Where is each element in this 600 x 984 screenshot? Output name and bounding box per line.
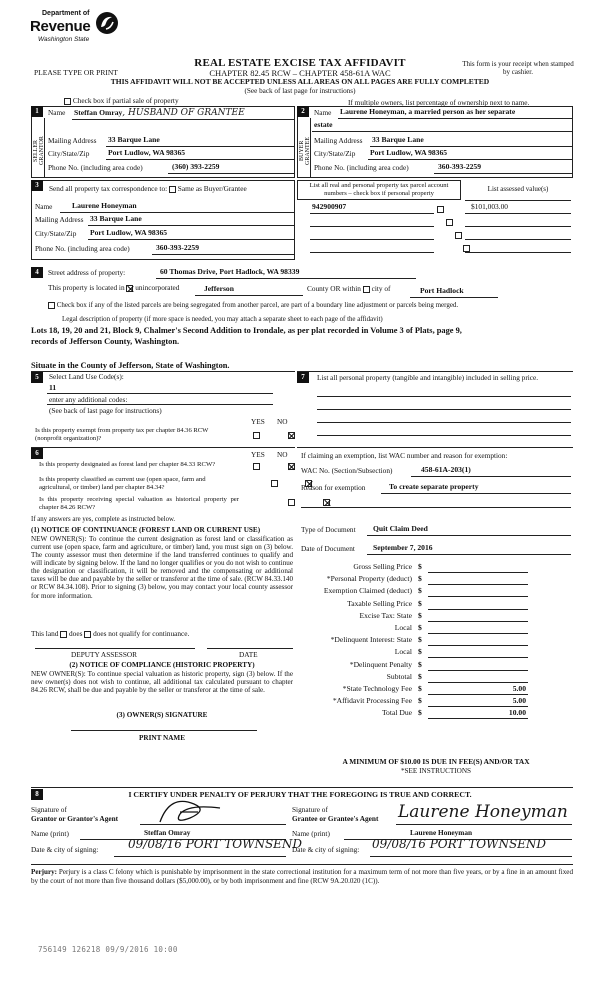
grantor-date-city[interactable]: 09/08/16 PORT TOWNSEND: [128, 837, 303, 851]
personal-property-section: [297, 371, 573, 443]
fee-row: [300, 624, 530, 635]
taxpayer-city-value[interactable]: Port Ludlow, WA 98365: [90, 228, 168, 237]
buyer-mail-label: Mailing Address: [314, 136, 363, 145]
buyer-phone-value[interactable]: 360-393-2259: [438, 162, 482, 171]
taxpayer-city-label: City/State/Zip: [35, 229, 77, 238]
fee-underline: [428, 584, 528, 585]
same-as-buyer-label: Same as Buyer/Grantee: [177, 184, 247, 193]
fee-underline: [428, 694, 528, 695]
street-label: Street address of property:: [48, 268, 126, 277]
fee-row: [300, 587, 530, 598]
fee-row: [300, 697, 530, 708]
fee-amount[interactable]: 10.00: [508, 708, 526, 718]
seller-phone-label: Phone No. (including area code): [48, 163, 143, 172]
grantor-name-print-label: Name (print): [31, 829, 69, 838]
fee-dollar-sign: $: [418, 623, 422, 632]
recording-stamp: 756149 126218 09/9/2016 10:00: [38, 945, 178, 954]
land-use-yes-header: YES: [251, 417, 265, 426]
exemption-label: If claiming an exemption, list WAC number and reason for exemption:: [301, 451, 508, 460]
legal-line-1[interactable]: Lots 18, 19, 20 and 21, Block 9, Chalmer's Second Addition to Irondale, as per plat recorded in Volume 3 of Plats, page 9,: [31, 326, 462, 335]
seller-section: [31, 106, 295, 178]
doc-type-value[interactable]: Quit Claim Deed: [373, 524, 428, 533]
fee-underline: [428, 633, 528, 634]
taxpayer-name-label: Name: [35, 202, 53, 211]
seller-mail-value[interactable]: 33 Barque Lane: [108, 135, 160, 144]
land-use-no-header: NO: [277, 417, 288, 426]
seller-name-handwritten: , HUSBAND OF GRANTEE: [122, 108, 245, 118]
fee-dollar-sign: $: [418, 586, 422, 596]
parcel-4-personal-checkbox[interactable]: [463, 245, 470, 252]
logo-dept-text: Department of: [42, 10, 90, 17]
located-in-label: This property is located in: [48, 283, 125, 292]
fee-label: Total Due: [381, 708, 412, 718]
partial-sale-label: Check box if partial sale of property: [72, 96, 179, 105]
perjury-text: Perjury is a class C felony which is punishable by imprisonment in the state correctional institution for a maximum term of not more than five years, or by a fine in an amount fixed by the court of not more than five thousand dollars ($5,000.00), or by both imprisonment and fine (RCW 9A.20.020 (1C)).: [31, 868, 573, 885]
buyer-mail-value[interactable]: 33 Barque Lane: [372, 135, 424, 144]
buyer-name-label: Name: [314, 108, 332, 117]
grantor-sig-label: Signature of: [31, 805, 67, 814]
forest-q1-yes-checkbox[interactable]: [253, 463, 260, 470]
perjury-label: Perjury:: [31, 868, 57, 876]
exempt-question: Is this property exempt from property tax per chapter 84.36 RCW (nonprofit organization)?: [35, 427, 209, 442]
located-row: [48, 284, 179, 292]
section-number-6: 6: [31, 448, 43, 459]
dor-logo: [30, 8, 125, 52]
grantor-date-label: Date & city of signing:: [31, 845, 99, 854]
logo-swirl-icon: [94, 10, 120, 36]
buyer-name-value-line2[interactable]: estate: [314, 120, 333, 129]
certify-statement: I CERTIFY UNDER PENALTY OF PERJURY THAT THE FOREGOING IS TRUE AND CORRECT.: [128, 790, 472, 799]
forest-if-yes: If any answers are yes, complete as instructed below.: [31, 516, 176, 523]
this-land-label: This land: [31, 629, 59, 638]
perjury-notice: [31, 868, 573, 885]
fee-row: [300, 661, 530, 672]
receipt-note: This form is your receipt when stamped by cashier.: [462, 60, 574, 77]
fee-underline: [428, 657, 528, 658]
reason-label: Reason for exemption: [301, 483, 366, 492]
segregated-row: [48, 301, 458, 309]
form-subtitle: CHAPTER 82.45 RCW – CHAPTER 458-61A WAC: [209, 68, 391, 78]
notice-continuance-title: (1) NOTICE OF CONTINUANCE (FOREST LAND OR CURRENT USE): [31, 526, 261, 534]
fee-label: Exemption Claimed (deduct): [323, 586, 412, 596]
print-name-label: PRINT NAME: [139, 734, 185, 742]
seller-mail-label: Mailing Address: [48, 136, 97, 145]
land-use-label: Select Land Use Code(s):: [49, 372, 124, 381]
fee-underline: [428, 718, 528, 719]
taxpayer-mail-value[interactable]: 33 Barque Lane: [90, 214, 142, 223]
land-use-value[interactable]: 11: [49, 383, 57, 392]
notice-compliance-title: (2) NOTICE OF COMPLIANCE (HISTORIC PROPERTY): [69, 661, 255, 669]
grantee-sig-label: Signature of: [292, 805, 328, 814]
see-instructions: *SEE INSTRUCTIONS: [400, 767, 472, 775]
buyer-section: [297, 106, 573, 178]
fee-underline: [428, 645, 528, 646]
parcel-3-personal-checkbox[interactable]: [455, 232, 462, 239]
fee-dollar-sign: $: [418, 659, 422, 669]
fee-label: Taxable Selling Price: [347, 598, 412, 608]
notice-compliance-body: NEW OWNER(S): To continue special valuation as historic property, sign (3) below. If the new owner(s) does not wish to continue, all additional tax calculated pursuant to chapter 84.26 RCW, shall be due and payable by the seller or transferor at the time of sale.: [31, 670, 293, 695]
forest-yes-header: YES: [251, 450, 265, 459]
fee-label: *State Technology Fee: [342, 684, 412, 693]
taxpayer-mail-label: Mailing Address: [35, 215, 84, 224]
exempt-no-checkbox[interactable]: [288, 432, 295, 439]
fee-dollar-sign: $: [418, 671, 422, 681]
fee-underline: [428, 596, 528, 597]
forest-no-header: NO: [277, 450, 288, 459]
land-does-not-checkbox[interactable]: [84, 631, 91, 638]
multiple-owners-note: If multiple owners, list percentage of ownership next to name.: [348, 98, 530, 107]
forest-question-2: Is this property classified as current use (open space, farm and agricultural, or timber) land per chapter 84.34?: [39, 476, 206, 491]
exempt-yes-checkbox[interactable]: [253, 432, 260, 439]
land-use-see-back: (See back of last page for instructions): [49, 406, 162, 415]
grantor-signature[interactable]: [150, 798, 270, 826]
grantee-date-label: Date & city of signing:: [292, 845, 360, 854]
parcel-number-1[interactable]: 942900907: [312, 202, 347, 211]
forest-q3-yes-checkbox[interactable]: [288, 499, 295, 506]
legal-line-3[interactable]: Situate in the County of Jefferson, State of Washington.: [31, 361, 230, 370]
partial-sale-checkbox[interactable]: [64, 98, 71, 105]
fee-row: [300, 575, 530, 586]
city-of-label: city of: [371, 284, 391, 293]
taxpayer-phone-value[interactable]: 360-393-2259: [156, 243, 200, 252]
deputy-assessor-label: DEPUTY ASSESSOR: [71, 650, 138, 659]
fee-label: Excise Tax: State: [359, 610, 412, 620]
form-title: REAL ESTATE EXCISE TAX AFFIDAVIT: [194, 57, 406, 69]
fee-dollar-sign: $: [418, 610, 422, 620]
fee-amount[interactable]: 5.00: [512, 684, 526, 693]
see-back-header: (See back of last page for instructions): [244, 87, 356, 95]
buyer-city-value[interactable]: Port Ludlow, WA 98365: [370, 148, 448, 157]
parcels-header: List all real and personal property tax parcel account numbers – check box if personal property: [297, 180, 461, 200]
grantee-signature[interactable]: Laurene Honeyman: [398, 802, 568, 822]
city-of-checkbox[interactable]: [363, 286, 370, 293]
taxpayer-name-value[interactable]: Laurene Honeyman: [72, 201, 137, 210]
doc-date-value[interactable]: September 7, 2016: [373, 543, 433, 552]
does-not-label: does not qualify for continuance.: [93, 629, 190, 638]
fee-dollar-sign: $: [418, 684, 422, 693]
fee-dollar-sign: $: [418, 635, 422, 645]
doc-type-label: Type of Document: [301, 525, 356, 534]
fee-dollar-sign: $: [418, 598, 422, 608]
owner-signature-label: (3) OWNER(S) SIGNATURE: [116, 711, 208, 719]
county-or-row: [307, 285, 390, 293]
fee-row: [300, 673, 530, 684]
forest-question-3: Is this property receiving special valuation as historical property per chapter 84.26 RCW?: [39, 496, 239, 511]
fee-underline: [428, 682, 528, 683]
partial-sale-row: [64, 97, 179, 105]
additional-codes-label: enter any additional codes:: [49, 395, 128, 404]
taxpayer-send-row: [49, 185, 247, 193]
reason-value[interactable]: To create separate property: [389, 482, 479, 491]
fee-label: *Personal Property (deduct): [326, 574, 412, 584]
grantee-sig-label-2: Grantee or Grantee's Agent: [292, 814, 379, 823]
section-number-5: 5: [31, 372, 43, 383]
fee-dollar-sign: $: [418, 562, 422, 571]
same-as-buyer-checkbox[interactable]: [169, 186, 176, 193]
fee-label: Local: [394, 647, 412, 657]
fee-underline: [428, 609, 528, 610]
section-number-3: 3: [31, 180, 43, 191]
parcel-2-personal-checkbox[interactable]: [446, 219, 453, 226]
notice-continuance-body: NEW OWNER(S): To continue the current designation as forest land or classification as current use (open space, farm and agriculture, or timber) land, you must sign on (3) below. The county assessor must then determine if the land transferred continues to qualify and will indicate by signing below. If the land no longer qualifies or you do not wish to continue the designation or classification, it will be removed and the compensating or additional taxes will be due and payable by the seller or transferor at the time of sale. (RCW 84.33.140 or RCW 84.34.108). Prior to signing (3) below, you may contact your local county assessor for more information.: [31, 535, 293, 600]
seller-side-label: SELLER GRANTOR: [33, 136, 45, 166]
fee-row: [300, 612, 530, 623]
forest-q1-no-checkbox[interactable]: [288, 463, 295, 470]
buyer-name-value[interactable]: Laurene Honeyman, a married person as her separate: [340, 107, 516, 116]
segregated-checkbox[interactable]: [48, 302, 55, 309]
personal-property-label: List all personal property (tangible and intangible) included in selling price.: [317, 373, 539, 382]
segregated-label: Check box if any of the listed parcels are being segregated from another parcel, are part of a boundary line adjustment or parcels being merged.: [56, 301, 459, 309]
taxpayer-phone-label: Phone No. (including area code): [35, 244, 130, 253]
fee-label: *Affidavit Processing Fee: [332, 696, 412, 706]
minimum-due: A MINIMUM OF $10.00 IS DUE IN FEE(S) AND/OR TAX: [342, 757, 530, 766]
wac-value[interactable]: 458-61A-203(1): [421, 465, 471, 474]
section-number-1: 1: [31, 106, 43, 117]
forest-section: [31, 447, 295, 767]
doc-date-label: Date of Document: [301, 544, 355, 553]
section-number-7: 7: [297, 372, 309, 383]
fee-underline: [428, 706, 528, 707]
grantor-name-print[interactable]: Steffan Omray: [144, 828, 191, 837]
fee-label: *Delinquent Penalty: [349, 659, 412, 669]
exemption-section: [297, 447, 573, 559]
seller-name-field[interactable]: [74, 108, 245, 118]
seller-name-label: Name: [48, 108, 66, 117]
county-or-label: County OR within: [307, 284, 361, 293]
fee-label: Local: [394, 623, 412, 632]
fee-dollar-sign: $: [418, 708, 422, 718]
warning-text: THIS AFFIDAVIT WILL NOT BE ACCEPTED UNLESS ALL AREAS ON ALL PAGES ARE FULLY COMPLETED: [110, 77, 490, 86]
logo-main-text: Revenue: [30, 18, 91, 35]
fee-underline: [428, 670, 528, 671]
assessor-date-label: DATE: [239, 650, 258, 659]
assessed-value-1[interactable]: $101,003.00: [471, 202, 508, 211]
seller-city-label: City/State/Zip: [48, 149, 90, 158]
fee-dollar-sign: $: [418, 647, 422, 657]
logo-state-text: Washington State: [38, 36, 90, 43]
assessed-header: List assessed value(s): [487, 185, 549, 193]
section-number-8: 8: [31, 789, 43, 800]
seller-city-value[interactable]: Port Ludlow, WA 98365: [108, 148, 186, 157]
parcels-section: [297, 180, 573, 260]
fee-row: [300, 636, 530, 647]
fee-underline: [428, 572, 528, 573]
legal-label: Legal description of property (if more space is needed, you may attach a separate sheet to each page of the affidavit): [62, 316, 383, 323]
land-qualify-row: [31, 630, 189, 638]
grantee-date-city[interactable]: 09/08/16 PORT TOWNSEND: [372, 837, 547, 851]
buyer-city-label: City/State/Zip: [314, 149, 356, 158]
fee-row: [300, 648, 530, 659]
grantee-name-print[interactable]: Laurene Honeyman: [410, 828, 473, 837]
seller-name-value: Steffan Omray: [74, 108, 123, 117]
fee-row: [300, 563, 530, 574]
legal-line-2[interactable]: records of Jefferson County, Washington.: [31, 337, 180, 346]
wac-label: WAC No. (Section/Subsection): [301, 466, 393, 475]
fee-label: Subtotal: [386, 671, 412, 681]
taxpayer-send-label: Send all property tax correspondence to:: [49, 184, 168, 193]
fee-underline: [428, 621, 528, 622]
seller-phone-value[interactable]: (360) 393-2259: [172, 162, 220, 171]
section-number-4: 4: [31, 267, 43, 278]
taxpayer-section: [31, 180, 295, 260]
street-value[interactable]: 60 Thomas Drive, Port Hadlock, WA 98339: [160, 267, 300, 276]
unincorporated-label: unincorporated: [135, 283, 180, 292]
fee-label: *Delinquent Interest: State: [330, 635, 412, 645]
fee-dollar-sign: $: [418, 696, 422, 706]
fee-dollar-sign: $: [418, 574, 422, 584]
forest-question-1: Is this property designated as forest land per chapter 84.33 RCW?: [39, 461, 216, 468]
forest-q2-yes-checkbox[interactable]: [271, 480, 278, 487]
buyer-side-label: BUYER GRANTEE: [299, 137, 311, 165]
does-label: does: [69, 629, 83, 638]
fee-amount[interactable]: 5.00: [512, 696, 526, 706]
fee-row: [300, 600, 530, 611]
city-value[interactable]: Port Hadlock: [420, 286, 464, 295]
grantee-name-print-label: Name (print): [292, 829, 330, 838]
parcel-1-personal-checkbox[interactable]: [437, 206, 444, 213]
section-number-2: 2: [297, 106, 309, 117]
unincorporated-checkbox[interactable]: [126, 285, 133, 292]
land-does-checkbox[interactable]: [60, 631, 67, 638]
buyer-phone-label: Phone No. (including area code): [314, 163, 409, 172]
land-use-section: [31, 371, 295, 443]
fee-row: [300, 685, 530, 696]
fee-row: [300, 709, 530, 720]
please-type-print: PLEASE TYPE OR PRINT: [34, 68, 118, 77]
grantor-sig-label-2: Grantor or Grantor's Agent: [31, 814, 119, 823]
fee-label: Gross Selling Price: [353, 562, 412, 571]
county-value[interactable]: Jefferson: [204, 284, 234, 293]
